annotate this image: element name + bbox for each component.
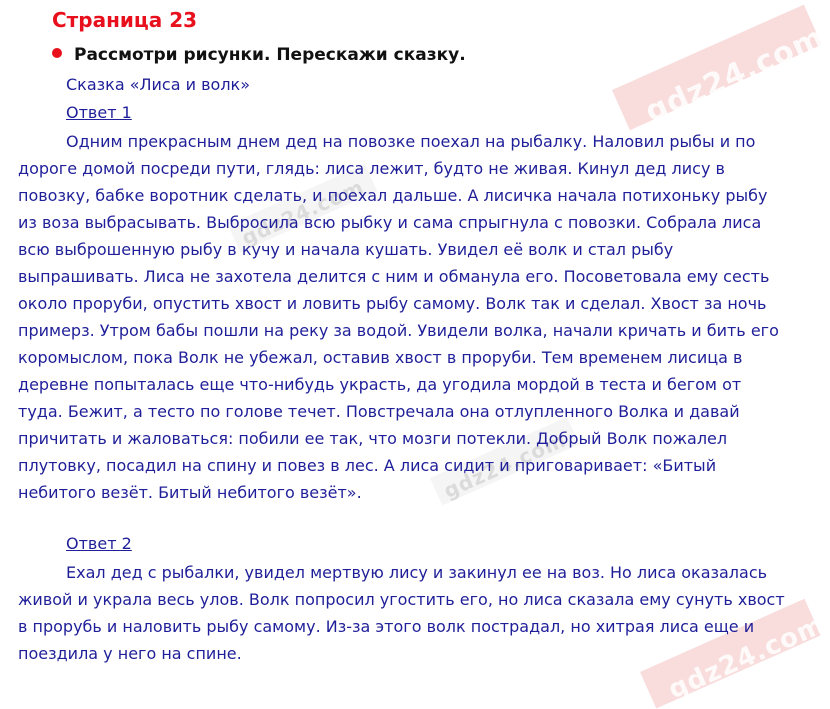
watermark-top-right: gdz24.com <box>640 19 830 130</box>
watermark-middle: gdz24.com <box>440 427 570 503</box>
bullet-icon <box>52 48 62 58</box>
story-title: Сказка «Лиса и волк» <box>66 75 250 94</box>
answer-1-text: Одним прекрасным днем дед на повозке поехал на рыбалку. Наловил рыбы и по дороге домой посреди пути, глядь: лиса лежит, будто не живая. Кинул дед лису в повозку, бабке воротник сделать, и поехал дальше. А лисичка начала потихоньку рыбу из воза выбрасывать. Выбросила всю рыбку и сама спрыгнула с повозки. Собрала лиса всю выброшенную рыбу в кучу и начала кушать. Увидел её волк и стал рыбу выпрашивать. Лиса не захотела делится с ним и обманула его. Посоветовала ему сесть около проруби, опустить хвост и ловить рыбу самому. Волк так и сделал. Хвост за ночь примерз. Утром бабы пошли на реку за водой. Увидели волка, начали кричать и бить его коромыслом, пока Волк не убежал, оставив хвост в проруби. Тем временем лисица в деревне попыталась еще что-нибудь украсть, да угодила мордой в теста и бегом от туда. Бежит, а тесто по голове течет. Повстречала она отлупленного Волка и давай причитать и жаловаться: побили ее так, что мозги потекли. Добрый Волк пожалел плутовку, посадил на спину и повез в лес. А лиса сидит и приговаривает: «Битый небитого везёт. Битый небитого везёт». <box>18 132 779 502</box>
answer-1-label: Ответ 1 <box>66 103 132 122</box>
watermark-center: gdz24.com <box>238 174 368 250</box>
answer-2-text: Ехал дед с рыбалки, увидел мертвую лису и закинул ее на воз. Но лиса оказалась живой и украла весь улов. Волк попросил угостить его, но лиса сказала ему сунуть хвост в прорубь и наловить рыбу самому. Из-за этого волк пострадал, но хитрая лиса еще и поездила у него на спине. <box>18 563 785 663</box>
task-heading <box>52 42 466 68</box>
answer-2-label: Ответ 2 <box>66 534 132 553</box>
watermark-bottom-right: gdz24.com <box>664 609 830 706</box>
task-text: Рассмотри рисунки. Перескажи сказку. <box>74 45 466 65</box>
page-title: Страница 23 <box>52 8 198 32</box>
